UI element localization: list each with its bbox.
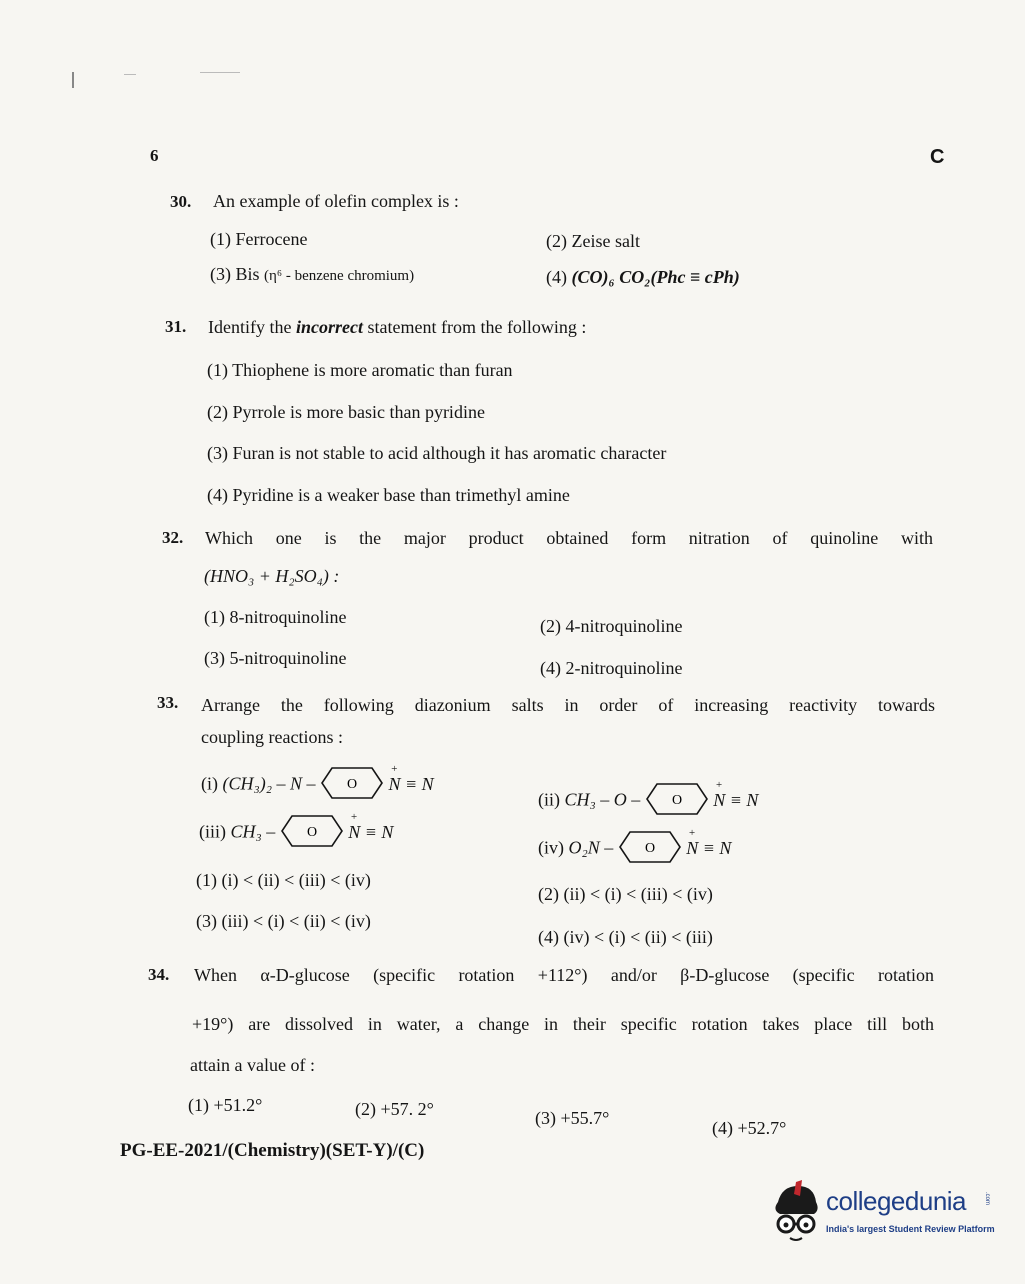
collegedunia-logo	[768, 1180, 998, 1250]
option-3: (3) Furan is not stable to acid although it has aromatic character	[207, 443, 667, 463]
diazo-group: N ≡ N	[686, 837, 732, 858]
page-number: 6	[150, 146, 159, 165]
diazo-group: N ≡ N	[713, 789, 759, 810]
logo-dotcom: .com	[984, 1192, 990, 1206]
salt-diazo	[348, 810, 394, 842]
option-label: (3) Bis	[210, 264, 260, 284]
question-number: 30.	[170, 192, 192, 211]
diazo-group: N ≡ N	[348, 821, 394, 842]
benzene-ring-icon	[618, 830, 682, 869]
salt-diazo	[713, 778, 759, 810]
question-formula: (HNO₃ + H₂SO₄) :	[204, 566, 340, 586]
salt-label: (iv)	[538, 837, 564, 858]
ring-label: O	[306, 825, 317, 840]
diazonium-salt-ii	[538, 778, 759, 821]
logo-mascot-icon	[768, 1180, 824, 1250]
option-3: (3) +55.7°	[535, 1108, 610, 1128]
set-code: C	[930, 146, 945, 168]
logo-tagline: India's largest Student Review Platform	[826, 1224, 995, 1234]
option-1: (1) Thiophene is more aromatic than furan	[207, 360, 513, 380]
option-3: (3) (iii) < (i) < (ii) < (iv)	[196, 911, 371, 931]
option-1: (1) Ferrocene	[210, 229, 308, 249]
plus-sign: +	[715, 778, 723, 791]
question-text-part: statement from the following :	[362, 317, 587, 337]
question-text-part: Identify the	[208, 317, 296, 337]
option-4: (4) +52.7°	[712, 1118, 787, 1138]
option-formula: (CO)₆ CO₂(Phc ≡ cPh)	[571, 267, 740, 287]
salt-label: (ii)	[538, 789, 560, 810]
logo-brand-text: collegedunia	[826, 1186, 967, 1216]
salt-substituent: CH₃ – O –	[564, 789, 641, 810]
salt-substituent: (CH₃)₂ – N –	[222, 773, 316, 794]
question-number: 33.	[157, 693, 179, 712]
salt-label: (iii)	[199, 821, 226, 842]
question-text: +19°) are dissolved in water, a change in their specific rotation takes place till both	[192, 1014, 934, 1034]
option-2: (2) 4-nitroquinoline	[540, 616, 683, 636]
benzene-ring-icon	[280, 814, 344, 853]
option-3	[210, 264, 414, 285]
diazonium-salt-iv	[538, 826, 732, 869]
question-text	[208, 317, 586, 338]
option-1: (1) +51.2°	[188, 1095, 263, 1115]
question-number: 32.	[162, 528, 184, 547]
option-4	[546, 267, 740, 288]
scan-mark	[200, 72, 240, 73]
salt-diazo	[686, 826, 732, 858]
scan-mark	[124, 74, 136, 75]
option-2: (2) Zeise salt	[546, 231, 640, 251]
diazo-group: N ≡ N	[388, 773, 434, 794]
option-2: (2) +57. 2°	[355, 1099, 434, 1119]
option-label: (4)	[546, 267, 567, 287]
salt-substituent: O₂N –	[568, 837, 614, 858]
scan-mark	[72, 72, 74, 88]
question-text: Arrange the following diazonium salts in order of increasing reactivity towards	[201, 695, 935, 715]
plus-sign: +	[350, 810, 358, 823]
question-text: coupling reactions :	[201, 727, 343, 747]
salt-label: (i)	[201, 773, 218, 794]
option-1: (1) 8-nitroquinoline	[204, 607, 347, 627]
option-2: (2) (ii) < (i) < (iii) < (iv)	[538, 884, 713, 904]
salt-substituent: CH₃ –	[230, 821, 276, 842]
question-text: attain a value of :	[190, 1055, 315, 1075]
option-2: (2) Pyrrole is more basic than pyridine	[207, 402, 485, 422]
option-4: (4) 2-nitroquinoline	[540, 658, 683, 678]
plus-sign: +	[390, 762, 398, 775]
option-4: (4) (iv) < (i) < (ii) < (iii)	[538, 927, 713, 947]
option-1: (1) (i) < (ii) < (iii) < (iv)	[196, 870, 371, 890]
diazonium-salt-iii	[199, 810, 394, 853]
question-number: 31.	[165, 317, 187, 336]
plus-sign: +	[688, 826, 696, 839]
option-3: (3) 5-nitroquinoline	[204, 648, 347, 668]
diazonium-salt-i	[201, 762, 434, 805]
page-footer: PG-EE-2021/(Chemistry)(SET-Y)/(C)	[120, 1140, 425, 1161]
question-text: An example of olefin complex is :	[213, 191, 459, 211]
ring-label: O	[346, 777, 358, 792]
question-number: 34.	[148, 965, 170, 984]
question-text: When α-D-glucose (specific rotation +112°) and/or β-D-glucose (specific rotation	[194, 965, 934, 985]
option-4: (4) Pyridine is a weaker base than trimethyl amine	[207, 485, 570, 505]
emphasis-text: incorrect	[295, 317, 363, 337]
ring-label: O	[644, 841, 655, 856]
ring-label: O	[671, 793, 682, 808]
benzene-ring-icon	[645, 782, 709, 821]
option-formula: (η⁶ - benzene chromium)	[264, 268, 415, 284]
question-text: Which one is the major product obtained form nitration of quinoline with	[205, 528, 933, 548]
salt-diazo	[388, 762, 434, 794]
benzene-ring-icon	[320, 766, 384, 805]
